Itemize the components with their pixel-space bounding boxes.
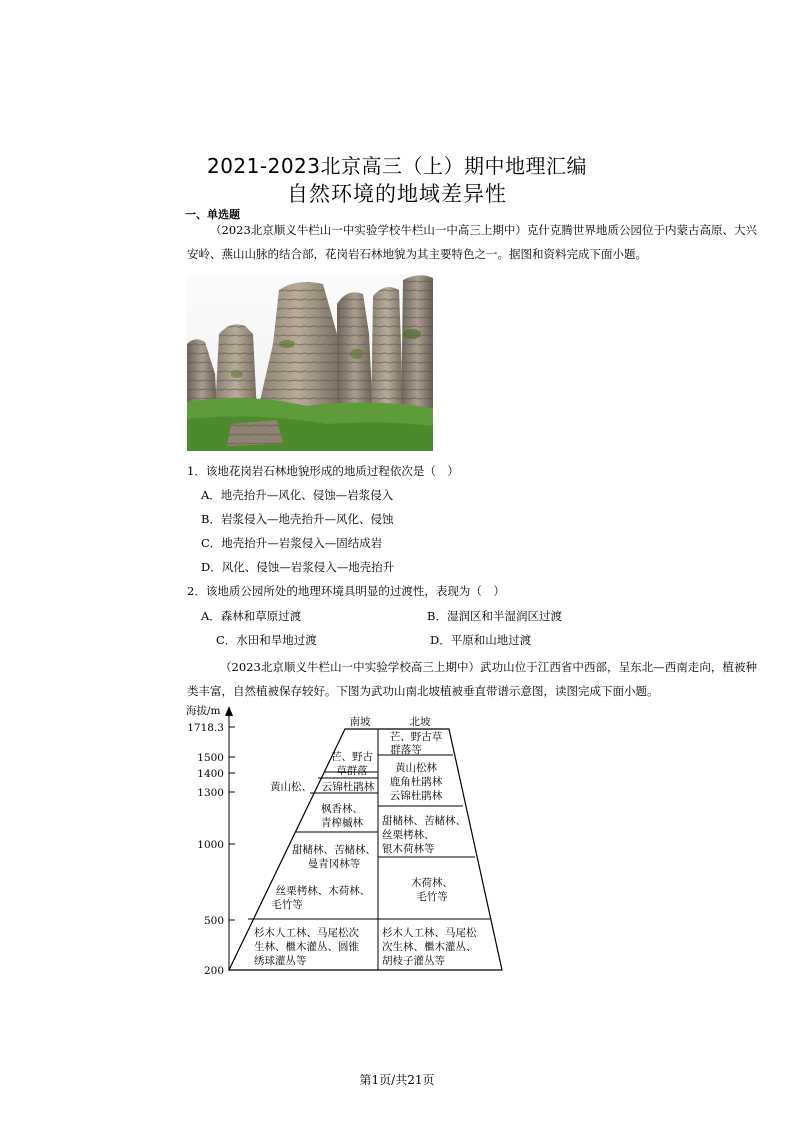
north-zone-4 — [411, 876, 453, 903]
svg-text:芒、野古草: 芒、野古草 — [389, 731, 443, 743]
question-2-option-a[interactable]: A．森林和草原过渡 — [201, 609, 302, 623]
svg-text:芒、野古: 芒、野古 — [331, 751, 373, 763]
svg-text:云锦杜鹃林: 云锦杜鹃林 — [389, 790, 443, 802]
page-title: 2021-2023北京高三（上）期中地理汇编 — [206, 154, 587, 178]
question-2-stem: 2．该地质公园所处的地理环境具明显的过渡性，表现为（ ） — [187, 584, 505, 598]
page-footer: 第1页/共21页 — [359, 1073, 435, 1087]
svg-text:青榨槭林: 青榨槭林 — [321, 817, 363, 829]
svg-text:丝栗栲林、: 丝栗栲林、 — [382, 829, 435, 841]
svg-text:群落等: 群落等 — [390, 744, 422, 756]
svg-text:草群落: 草群落 — [336, 765, 368, 777]
question-2-option-d[interactable]: D．平原和山地过渡 — [430, 633, 532, 647]
svg-text:枫香林、: 枫香林、 — [321, 803, 363, 815]
page-subtitle: 自然环境的地域差异性 — [287, 182, 507, 206]
granite-stone-forest-photo — [187, 274, 433, 451]
svg-text:杉木人工林、马尾松: 杉木人工林、马尾松 — [382, 927, 477, 939]
north-zone-1 — [390, 730, 443, 756]
tick-1300: 1300 — [197, 787, 224, 799]
svg-text:次生林、檵木灌丛、: 次生林、檵木灌丛、 — [382, 941, 477, 953]
question-1-stem: 1．该地花岗岩石林地貌形成的地质过程依次是（ ） — [187, 464, 459, 478]
north-zone-5 — [382, 926, 477, 967]
svg-text:曼青冈林等: 曼青冈林等 — [307, 858, 361, 870]
vegetation-zonation-diagram — [180, 700, 510, 980]
svg-text:毛竹等: 毛竹等 — [416, 891, 448, 903]
tick-1718: 1718.3 — [187, 722, 224, 734]
south-zone-5 — [271, 884, 370, 911]
question-2-option-b[interactable]: B．湿润区和半湿润区过渡 — [427, 609, 562, 623]
svg-text:黄山松林: 黄山松林 — [395, 762, 437, 774]
question-1-option-c[interactable]: C．地壳抬升—岩浆侵入—固结成岩 — [201, 536, 383, 550]
question-1-option-b[interactable]: B．岩浆侵入—地壳抬升—风化、侵蚀 — [201, 512, 394, 526]
svg-text:生林、檵木灌丛、圆锥: 生林、檵木灌丛、圆锥 — [254, 941, 359, 953]
svg-text:丝栗栲林、木荷林、: 丝栗栲林、木荷林、 — [275, 885, 371, 897]
tick-200: 200 — [203, 965, 224, 977]
intro-paragraph-1: （2023北京顺义牛栏山一中实验学校牛栏山一中高三上期中）克什克腾世界地质公园位于内蒙古高原、大兴安岭、燕山山脉的结合部，花岗岩石林地貌为其主要特色之一。据图和资料完成下面小题。 — [187, 223, 757, 261]
svg-text:绣球灌丛等: 绣球灌丛等 — [254, 955, 307, 967]
north-zone-2 — [390, 761, 443, 802]
svg-text:甜槠林、苦槠林、: 甜槠林、苦槠林、 — [382, 815, 466, 827]
north-zone-3 — [382, 814, 466, 855]
question-1-option-d[interactable]: D．风化、侵蚀—岩浆侵入—地壳抬升 — [201, 560, 395, 574]
north-slope-label: 北坡 — [409, 716, 431, 728]
south-zone-1 — [331, 750, 373, 777]
south-zone-4 — [292, 843, 376, 870]
south-zone-6 — [254, 926, 359, 967]
intro-paragraph-2: （2023北京顺义牛栏山一中实验学校高三上期中）武功山位于江西省中西部，呈东北—西南走向，植被种类丰富，自然植被保存较好。下图为武功山南北坡植被垂直带谱示意图，读图完成下面小题。 — [187, 660, 757, 698]
svg-text:甜槠林、苦槠林、: 甜槠林、苦槠林、 — [292, 844, 376, 856]
section-heading: 一、单选题 — [185, 208, 240, 221]
south-zone-2 — [270, 780, 375, 793]
svg-text:木荷林、: 木荷林、 — [411, 877, 453, 889]
svg-text:云锦杜鹃林: 云锦杜鹃林 — [321, 781, 375, 793]
svg-text:毛竹等: 毛竹等 — [271, 899, 303, 911]
y-axis-label: 海拔/m — [186, 705, 221, 717]
tick-1000: 1000 — [197, 839, 224, 851]
tick-1400: 1400 — [197, 768, 224, 780]
svg-text:杉木人工林、马尾松次: 杉木人工林、马尾松次 — [254, 927, 359, 939]
question-2-option-c[interactable]: C．水田和旱地过渡 — [216, 633, 317, 647]
question-1-option-a[interactable]: A．地壳抬升—风化、侵蚀—岩浆侵入 — [201, 488, 394, 502]
svg-text:银木荷林等: 银木荷林等 — [382, 843, 435, 855]
tick-500: 500 — [203, 915, 224, 927]
axis-arrow-icon — [225, 706, 233, 716]
svg-text:黄山松、: 黄山松、 — [270, 781, 312, 793]
tick-1500: 1500 — [197, 752, 224, 764]
svg-text:胡枝子灌丛等: 胡枝子灌丛等 — [382, 955, 445, 967]
south-slope-label: 南坡 — [349, 716, 371, 728]
south-zone-3 — [321, 802, 363, 829]
svg-text:鹿角杜鹃林: 鹿角杜鹃林 — [389, 776, 443, 788]
